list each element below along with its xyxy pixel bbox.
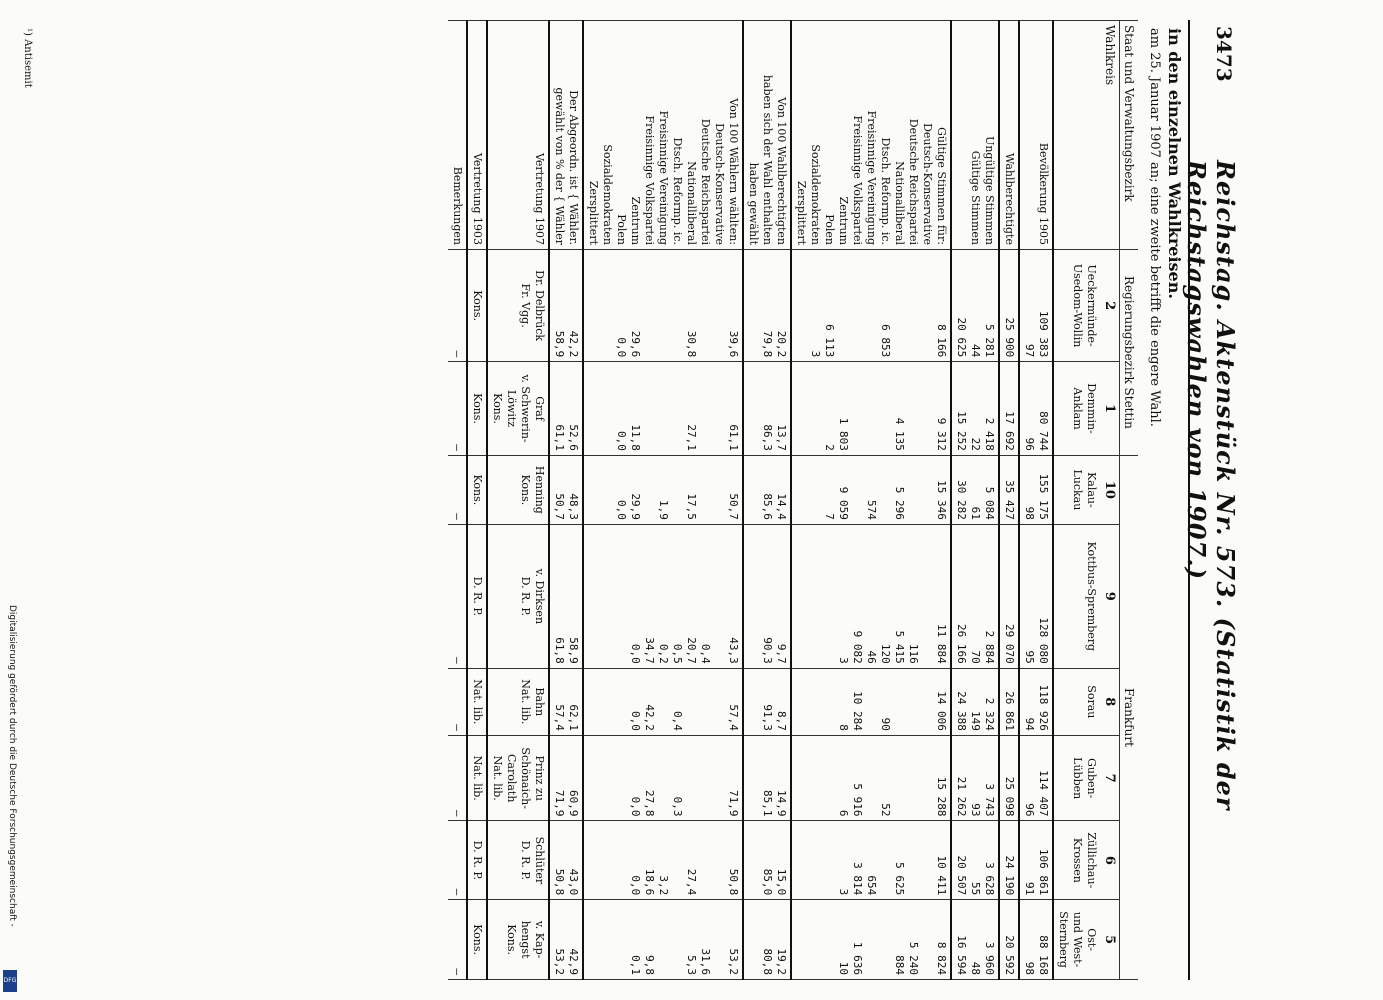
subtitle-line-2: am 25. Januar 1907 an; eine zweite betrifft die engere Wahl. [1147, 28, 1162, 427]
table-cell: 155 175 98 [1019, 455, 1053, 524]
table-cell: 88 168 98 [1019, 900, 1053, 980]
table-cell: 26 861 [999, 668, 1019, 735]
row-label: Der Abgeordn. ist { Wähler. gewählt von % der { Wähler [549, 21, 583, 250]
votes-row [951, 21, 999, 980]
table-cell: 2 418 22 15 252 [951, 362, 999, 456]
table-cell: 43,0 50,8 [549, 821, 583, 900]
table-cell: 11 884 116 5 415 120 46 9 082 3 [791, 524, 951, 668]
table-cell: Nat. lib. [467, 668, 487, 735]
row-label: Gültige Stimmen für: Deutsch-Konservative Deutsche Reichspartei Nationalliberal Dtsch. Reformp. ic. Freisinnige Vereinigung Freisinnige Volkspartei Zentrum Polen Sozialdemokraten Zersplittert [791, 21, 951, 250]
table-cell: Kons. [467, 362, 487, 456]
representation-1903-row [467, 21, 487, 980]
table-cell: 8,7 91,3 [743, 668, 791, 735]
table-cell: 71,9 0,3 27,8 0,0 [583, 735, 743, 821]
table-cell: 118 926 94 [1019, 668, 1053, 735]
abstention-row [743, 21, 791, 980]
representation-1907-row [487, 21, 549, 980]
table-cell: 2 324 149 24 388 [951, 668, 999, 735]
table-cell: — [448, 362, 467, 456]
table-cell: Kons. [467, 900, 487, 980]
table-cell: v. Dirksen D. R. P. [487, 524, 549, 668]
valid-votes-by-party-row [791, 21, 951, 980]
table-cell: — [448, 455, 467, 524]
table-cell: 42,9 53,2 [549, 900, 583, 980]
table-cell: 9,7 90,3 [743, 524, 791, 668]
table-cell: 5 084 61 30 282 [951, 455, 999, 524]
table-cell: Graf v. Schwerin- Löwitz Kons. [487, 362, 549, 456]
table-cell: Dr. Delbrück Fr. Vgg. [487, 250, 549, 362]
credit-text: Digitalisierung gefördert durch die Deutsche Forschungsgemeinschaft - [7, 605, 17, 927]
row-label: Bemerkungen [448, 21, 467, 250]
page-header [1182, 20, 1250, 980]
remarks-row [448, 21, 467, 980]
table-cell: D. R. P. [467, 524, 487, 668]
percent-by-party-row [583, 21, 743, 980]
table-cell: 13,7 86,3 [743, 362, 791, 456]
table-cell: 20,2 79,8 [743, 250, 791, 362]
table-cell: 15 288 52 5 916 6 [791, 735, 951, 821]
elected-share-row [549, 21, 583, 980]
table-cell: Kons. [467, 455, 487, 524]
table-cell: 14,4 85,6 [743, 455, 791, 524]
digitization-credit [2, 600, 20, 980]
table-cell: 25 900 [999, 250, 1019, 362]
region-header: Staat und Verwaltungsbezirk [1120, 21, 1139, 250]
row-label: Von 100 Wählern wählten: Deutsch-Konservative Deutsche Reichspartei Nationalliberal Dtsch. Reformp. ic. Freisinnige Vereinigung Freisinnige Volkspartei Zentrum Polen Sozialdemokraten Zersplittert [583, 21, 743, 250]
district-name: Demmin- Anklam [1053, 362, 1100, 456]
column-number: 9 [1100, 524, 1120, 668]
district-name: Ueckermünde- Usedom-Wollin [1053, 250, 1100, 362]
row-label: Vertretung 1907 [487, 21, 549, 250]
footnote: ¹) Antisemit [22, 28, 33, 88]
table-cell: 3 743 93 21 262 [951, 735, 999, 821]
table-cell: 53,2 31,6 5,3 9,8 0,1 [583, 900, 743, 980]
district-name: Ost- und West- Sternberg [1053, 900, 1100, 980]
column-number: 8 [1100, 668, 1120, 735]
page-title: Reichstag. Aktenstück Nr. 573. (Statistik der Reichstagswahlen von 1907.) [1182, 160, 1240, 811]
table-cell: Nat. lib. [467, 735, 487, 821]
table-cell: 50,7 17,5 1,9 29,9 0,0 [583, 455, 743, 524]
row-label: Wahlberechtigte [999, 21, 1019, 250]
table-cell: 42,2 58,9 [549, 250, 583, 362]
column-number: 6 [1100, 821, 1120, 900]
table-cell: 43,3 0,4 20,7 0,5 0,2 34,7 0,0 [583, 524, 743, 668]
table-cell: 25 098 [999, 735, 1019, 821]
table-cell: Kons. [467, 250, 487, 362]
table-cell: 106 861 91 [1019, 821, 1053, 900]
table-cell: 80 744 96 [1019, 362, 1053, 456]
table-cell: 52,6 61,1 [549, 362, 583, 456]
table-cell: 5 281 44 20 625 [951, 250, 999, 362]
table-cell: 39,6 30,8 29,6 0,0 [583, 250, 743, 362]
table-cell: — [448, 668, 467, 735]
column-number: 10 [1100, 455, 1120, 524]
table-cell: Bahn Nat. lib. [487, 668, 549, 735]
table-cell: 15 346 5 296 574 9 059 7 [791, 455, 951, 524]
table-cell: 48,3 50,7 [549, 455, 583, 524]
table-cell: 8 824 5 240 884 1 636 10 [791, 900, 951, 980]
table-cell: 2 884 70 26 166 [951, 524, 999, 668]
table-cell: 3 960 48 16 594 [951, 900, 999, 980]
table-cell: 29 070 [999, 524, 1019, 668]
frankfurt-header: Frankfurt [1120, 455, 1139, 979]
table-cell: — [448, 900, 467, 980]
table-cell: — [448, 735, 467, 821]
table-cell: 58,9 61,8 [549, 524, 583, 668]
table-cell: — [448, 524, 467, 668]
election-statistics-table [448, 20, 1138, 980]
table-cell: Prinz zu Schönaich- Carolath Nat. lib. [487, 735, 549, 821]
table-cell: 114 407 96 [1019, 735, 1053, 821]
table-cell: 57,4 0,4 42,2 0,0 [583, 668, 743, 735]
table-cell: 61,1 27,1 11,8 0,0 [583, 362, 743, 456]
table-cell: 128 080 95 [1019, 524, 1053, 668]
table-cell: 15,0 85,0 [743, 821, 791, 900]
rotated-table-sheet [10, 20, 1250, 980]
row-label: Vertretung 1903 [467, 21, 487, 250]
column-number: 7 [1100, 735, 1120, 821]
table-cell: 14,9 85,1 [743, 735, 791, 821]
district-name: Züllichau- Krossen [1053, 821, 1100, 900]
table-cell: 17 692 [999, 362, 1019, 456]
table-cell: 3 628 55 20 507 [951, 821, 999, 900]
table-cell: 9 312 4 135 1 803 2 [791, 362, 951, 456]
page-number: 3473 [1212, 26, 1236, 82]
table-cell: 60,9 71,9 [549, 735, 583, 821]
wahlkreis-label: Wahlkreis [1100, 21, 1120, 250]
row-label: Bevölkerung 1905 [1019, 21, 1053, 250]
table-cell: v. Kap- hengst Kons. [487, 900, 549, 980]
district-name: Kalau- Luckau [1053, 455, 1100, 524]
stettin-header: Regierungsbezirk Stettin [1120, 250, 1139, 456]
table-cell: — [448, 250, 467, 362]
table-cell: 62,1 57,4 [549, 668, 583, 735]
table-cell: D. R. P. [467, 821, 487, 900]
table-cell: 20 592 [999, 900, 1019, 980]
row-label: Ungültige Stimmen Gültige Stimmen [951, 21, 999, 250]
column-number: 2 [1100, 250, 1120, 362]
table-cell: 8 166 6 853 6 113 3 [791, 250, 951, 362]
table-cell: 14 006 90 10 284 8 [791, 668, 951, 735]
population-row [1019, 21, 1053, 980]
table-cell: 19,2 80,8 [743, 900, 791, 980]
table-cell: 24 190 [999, 821, 1019, 900]
column-number: 5 [1100, 900, 1120, 980]
table-cell: 109 383 97 [1019, 250, 1053, 362]
table-cell: Henning Kons. [487, 455, 549, 524]
row-label: Von 100 Wahlberechtigten haben sich der Wahl enthalten haben gewählt [743, 21, 791, 250]
column-number: 1 [1100, 362, 1120, 456]
dfg-logo: DFG [3, 970, 17, 992]
district-name: Sorau [1053, 668, 1100, 735]
district-name: Kottbus-Spremberg [1053, 524, 1100, 668]
table-cell: 35 427 [999, 455, 1019, 524]
table-cell: 50,8 27,4 3,2 18,6 0,0 [583, 821, 743, 900]
eligible-voters-row [999, 21, 1019, 980]
table-cell: 10 411 5 625 654 3 814 3 [791, 821, 951, 900]
table-cell: — [448, 821, 467, 900]
district-name: Guben- Lübben [1053, 735, 1100, 821]
subtitle-line-1: in den einzelnen Wahlkreisen. [1165, 28, 1184, 299]
table-cell: Schlüter D. R. P. [487, 821, 549, 900]
